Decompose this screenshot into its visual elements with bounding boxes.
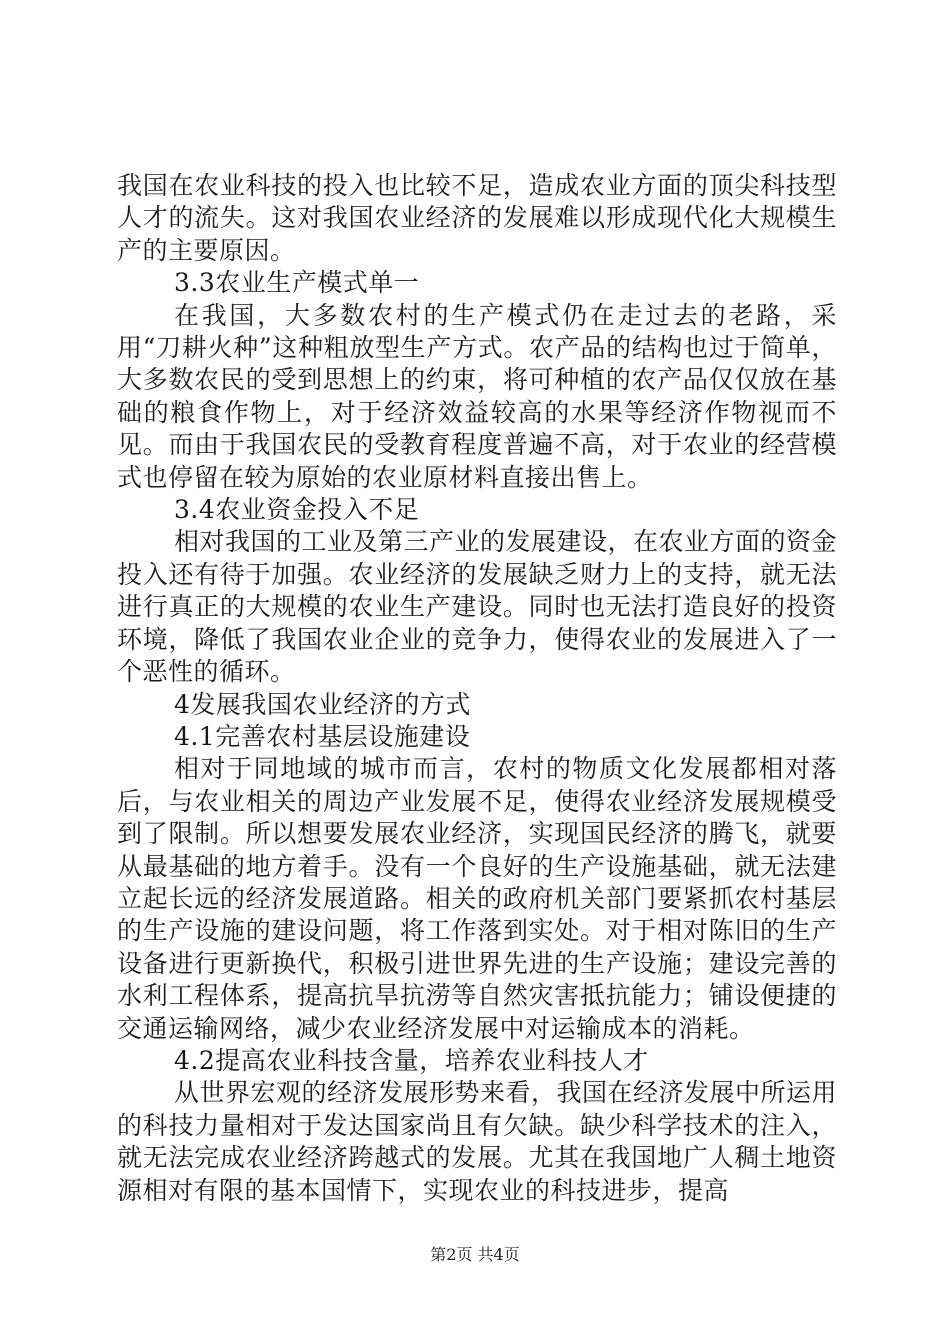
page-number-footer: 第2页 共4页 bbox=[430, 1245, 520, 1264]
section-heading-3-3: 3.3农业生产模式单一 bbox=[174, 268, 420, 298]
document-body bbox=[117, 170, 837, 1207]
section-heading-4-2: 4.2提高农业科技含量，培养农业科技人才 bbox=[174, 1045, 649, 1075]
paragraph-continuation: 我国在农业科技的投入也比较不足，造成农业方面的顶尖科技型人才的流失。这对我国农业经济的发展难以形成现代化大规模生产的主要原因。 bbox=[117, 171, 837, 265]
paragraph-technology: 从世界宏观的经济发展形势来看，我国在经济发展中所运用的科技力量相对于发达国家尚且有欠缺。缺少科学技术的注入，就无法完成农业经济跨越式的发展。尤其在我国地广人稠土地资源相对有限的基本国情下，实现农业的科技进步，提高 bbox=[117, 1078, 838, 1205]
section-heading-4: 4发展我国农业经济的方式 bbox=[174, 689, 471, 719]
section-heading-3-4: 3.4农业资金投入不足 bbox=[174, 495, 420, 525]
paragraph-capital-investment: 相对我国的工业及第三产业的发展建设，在农业方面的资金投入还有待于加强。农业经济的发展缺乏财力上的支持，就无法进行真正的大规模的农业生产建设。同时也无法打造良好的投资环境，降低了我国农业企业的竞争力，使得农业的发展进入了一个恶性的循环。 bbox=[117, 527, 838, 687]
paragraph-production-mode: 在我国，大多数农村的生产模式仍在走过去的老路，采用“刀耕火种”这种粗放型生产方式。农产品的结构也过于简单，大多数农民的受到思想上的约束，将可种植的农产品仅仅放在基础的粮食作物上，对于经济效益较高的水果等经济作物视而不见。而由于我国农民的受教育程度普遍不高，对于农业的经营模式也停留在较为原始的农业原材料直接出售上。 bbox=[117, 300, 837, 492]
paragraph-infrastructure: 相对于同地域的城市而言，农村的物质文化发展都相对落后，与农业相关的周边产业发展不足，使得农业经济发展规模受到了限制。所以想要发展农业经济，实现国民经济的腾飞，就要从最基础的地方着手。没有一个良好的生产设施基础，就无法建立起长远的经济发展道路。相关的政府机关部门要紧抓农村基层的生产设施的建设问题，将工作落到实处。对于相对陈旧的生产设备进行更新换代，积极引进世界先进的生产设施；建设完善的水利工程体系，提高抗旱抗涝等自然灾害抵抗能力；铺设便捷的交通运输网络，减少农业经济发展中对运输成本的消耗。 bbox=[117, 754, 837, 1043]
section-heading-4-1: 4.1完善农村基层设施建设 bbox=[174, 721, 471, 751]
